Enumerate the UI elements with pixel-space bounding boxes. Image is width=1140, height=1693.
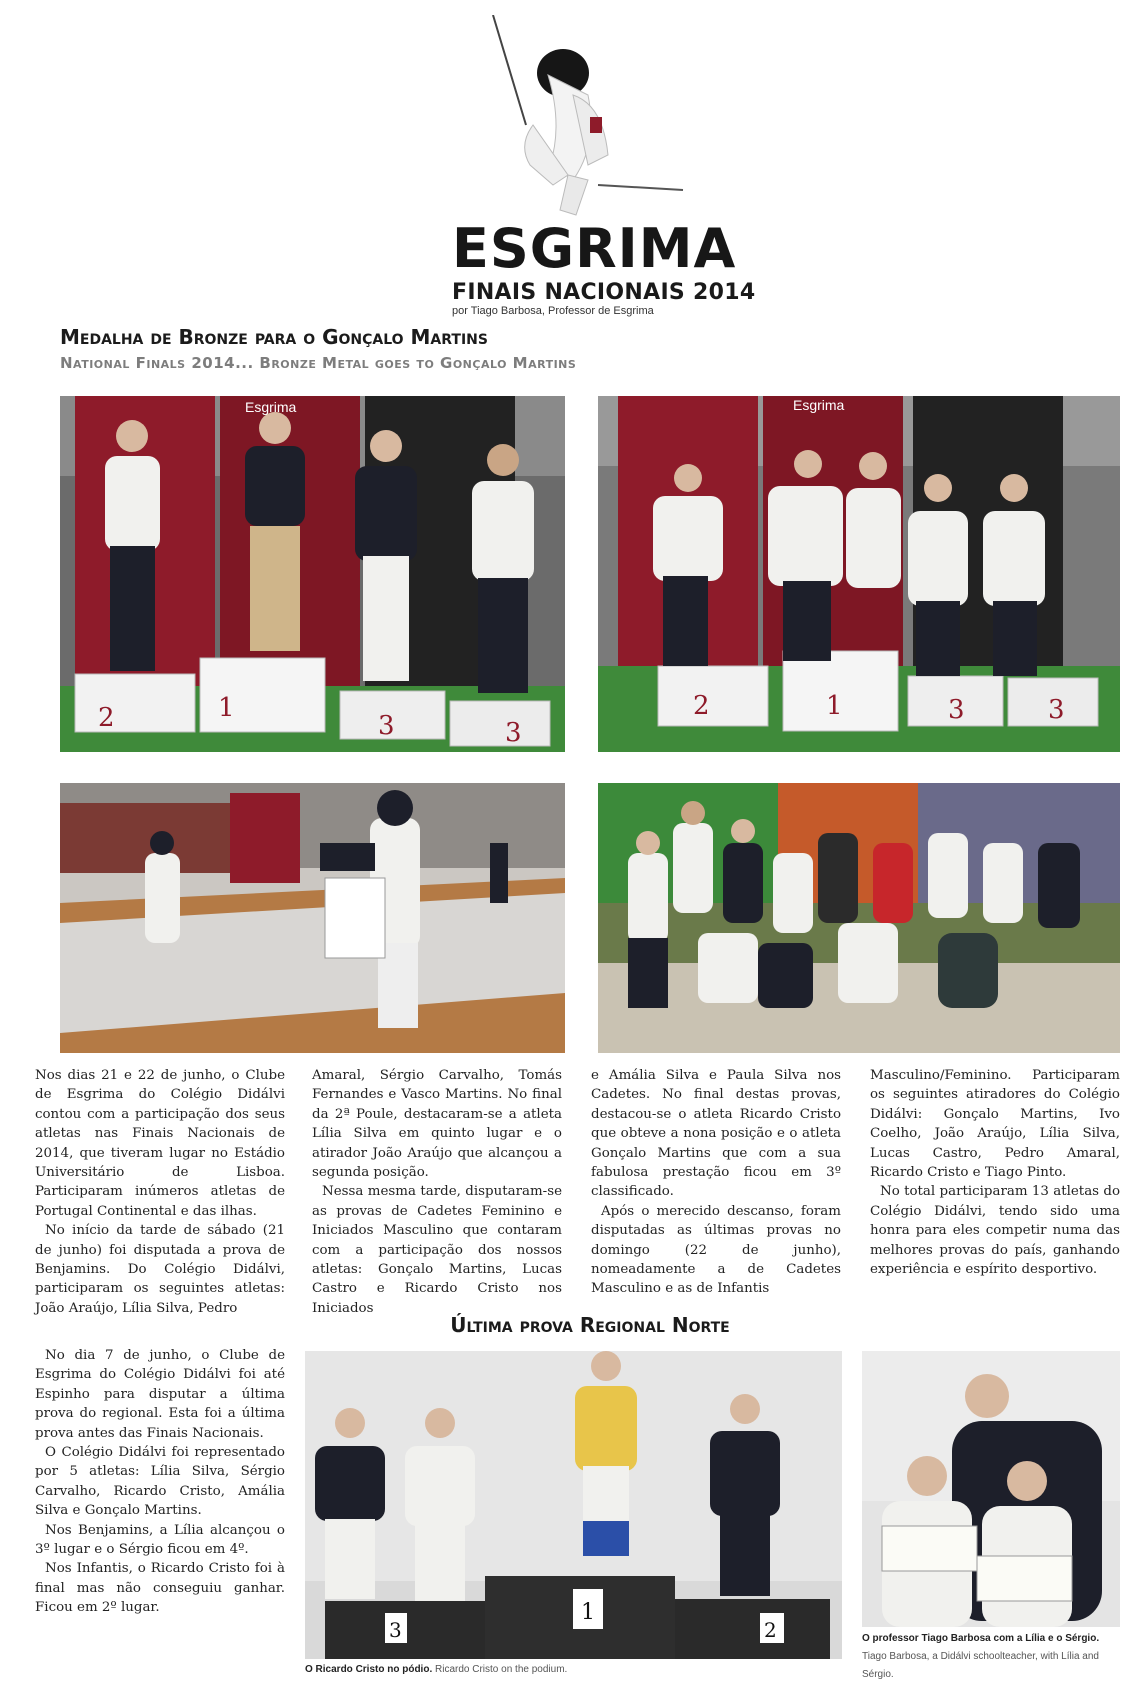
podium-number: 1 xyxy=(218,693,235,723)
fencer-logo-illustration xyxy=(478,15,698,225)
section-title: Última prova Regional Norte xyxy=(450,1313,730,1337)
paragraph: Nos dias 21 e 22 de junho, o Clube de Esgrima do Colégio Didálvi contou com a participação dos seus atletas nas Finais Nacionais de 2014, que tiveram lugar no Estádio Universitário de Lisboa. Participaram inúmeros atletas de Portugal Continental e das ilhas. xyxy=(35,1068,285,1219)
caption-en: Tiago Barbosa, a Didálvi schoolteacher, with Lília and Sérgio. xyxy=(862,1651,1099,1680)
podium-number: 3 xyxy=(948,695,965,725)
photo-team-graffiti xyxy=(598,783,1120,1053)
paragraph: No início da tarde de sábado (21 de junho) foi disputada a prova de Benjamins. Do Colégio Didálvi, participaram os seguintes atletas: João Araújo, Lília Silva, Pedro xyxy=(35,1223,285,1316)
article-column-4 xyxy=(870,1066,1120,1279)
paragraph: Nos Benjamins, a Lília alcançou o 3º lugar e o Sérgio ficou em 4º. xyxy=(35,1522,285,1558)
subheadline: National Finals 2014... Bronze Metal goes to Gonçalo Martins xyxy=(60,354,577,372)
caption-pt: O professor Tiago Barbosa com a Lília e o Sérgio. xyxy=(862,1633,1100,1644)
photo-podium-boys xyxy=(60,396,565,752)
photo-podium-group xyxy=(598,396,1120,752)
podium-number: 3 xyxy=(378,711,395,741)
paragraph: No dia 7 de junho, o Clube de Esgrima do Colégio Didálvi foi até Espinho para disputar a última prova do regional. Esta foi a última prova antes das Finais Nacionais. xyxy=(35,1348,285,1441)
photo-fencing-bout xyxy=(60,783,565,1053)
podium-number: 1 xyxy=(826,691,843,721)
podium-number: 2 xyxy=(764,1618,777,1642)
paragraph: Masculino/Feminino. Participaram os seguintes atiradores do Colégio Didálvi: Gonçalo Martins, Ivo Coelho, João Araújo, Lília Silva, Lucas Castro, Pedro Amaral, Ricardo Cristo e Tiago Pinto. xyxy=(870,1068,1120,1181)
podium-number: 2 xyxy=(98,703,115,733)
podium-number: 1 xyxy=(581,1600,595,1625)
regional-text xyxy=(35,1346,285,1618)
paragraph: Após o merecido descanso, foram disputadas as últimas provas no domingo (22 de junho), nomeadamente a de Cadetes Masculino e as de Infantis xyxy=(591,1203,841,1297)
podium-number: 3 xyxy=(389,1618,402,1642)
photo-teacher-certificates xyxy=(862,1351,1120,1627)
paragraph: e Amália Silva e Paula Silva nos Cadetes. No final destas provas, destacou-se o atleta Ricardo Cristo que obteve a nona posição e o atleta Gonçalo Martins que com a sua fabulosa prestação ficou em 3º classificado. xyxy=(591,1068,841,1200)
banner-text: Esgrima xyxy=(245,399,297,415)
banner-text: Esgrima xyxy=(793,397,845,413)
paragraph: Nos Infantis, o Ricardo Cristo foi à final mas não conseguiu ganhar. Ficou em 2º lugar. xyxy=(35,1561,285,1616)
caption-podium xyxy=(305,1664,842,1675)
caption-teacher xyxy=(862,1630,1120,1684)
paragraph: No total participaram 13 atletas do Colégio Didálvi, tendo sido uma honra para eles competir numa das melhores provas do país, ganhando experiência e espírito desportivo. xyxy=(870,1184,1120,1278)
page-title: ESGRIMA xyxy=(452,217,737,280)
article-column-3 xyxy=(591,1066,841,1299)
photo-regional-podium xyxy=(305,1351,842,1659)
paragraph: O Colégio Didálvi foi representado por 5 atletas: Lília Silva, Sérgio Carvalho, Ricardo Cristo, Amália Silva e Gonçalo Martins. xyxy=(35,1445,285,1519)
podium-number: 2 xyxy=(693,691,710,721)
byline: por Tiago Barbosa, Professor de Esgrima xyxy=(452,305,654,317)
paragraph: Amaral, Sérgio Carvalho, Tomás Fernandes e Vasco Martins. No final da 2ª Poule, destacaram-se a atleta Lília Silva em quinto lugar e o atirador João Araújo que alcançou a segunda posição. xyxy=(312,1068,562,1181)
headline: Medalha de Bronze para o Gonçalo Martins xyxy=(60,325,488,349)
podium-number: 3 xyxy=(1048,695,1065,725)
page-subtitle: FINAIS NACIONAIS 2014 xyxy=(452,280,756,305)
paragraph: Nessa mesma tarde, disputaram-se as provas de Cadetes Feminino e Iniciados Masculino que contaram com a participação dos nossos atletas: Gonçalo Martins, Lucas Castro e Ricardo Cristo nos Iniciados xyxy=(312,1184,562,1316)
caption-pt: O Ricardo Cristo no pódio. xyxy=(305,1664,433,1675)
article-column-1 xyxy=(35,1066,285,1318)
caption-en: Ricardo Cristo on the podium. xyxy=(435,1664,568,1675)
article-column-2 xyxy=(312,1066,562,1318)
podium-number: 3 xyxy=(505,718,522,748)
